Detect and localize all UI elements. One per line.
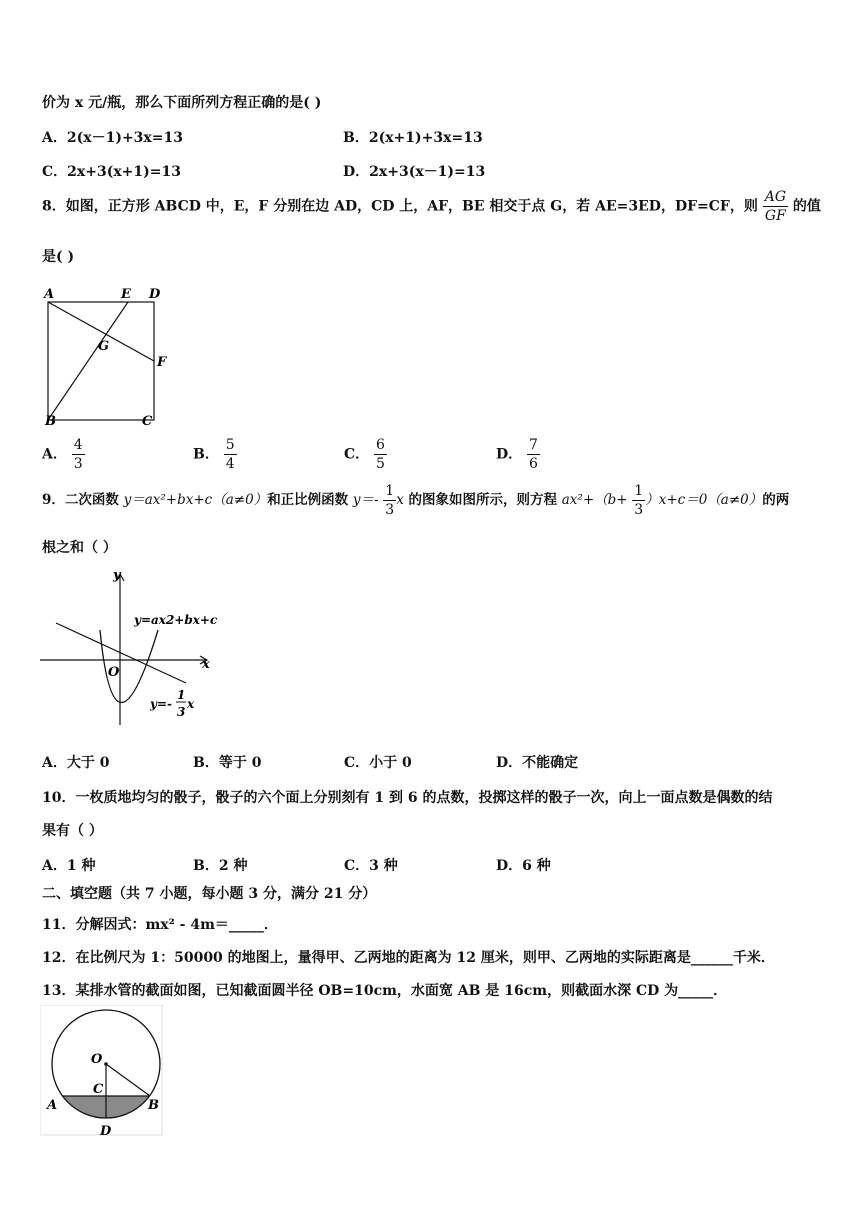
svg-text:D: D <box>149 287 161 302</box>
q10-stem-line2: 果有（ ） <box>42 823 103 839</box>
q12-stem: 12．在比例尺为 1：50000 的地图上，量得甲、乙两地的距离为 12 厘米，则甲、乙两地的实际距离是______千米． <box>42 950 775 966</box>
q9-stem: 9．二次函数 y＝ax²+bx+c（a≠0）和正比例函数 y＝- $\frac{1}{3}$ x 的图象如图所示，则方程 ax²+（b+ $\frac{1}{3}$ ）x+c＝0（a≠0）的两 <box>42 483 790 518</box>
svg-text:O: O <box>91 1052 103 1067</box>
svg-text:G: G <box>98 339 110 354</box>
q7-option-b[interactable]: B．2(x+1)+3x=13 <box>343 130 483 146</box>
q8-stem: 8．如图，正方形 ABCD 中，E，F 分别在边 AD，CD 上，AF，BE 相交于点 G，若 AE=3ED，DF=CF，则 $\frac{AG}{GF}$ 的值 <box>42 189 821 224</box>
svg-text:1: 1 <box>177 688 186 702</box>
svg-text:E: E <box>121 287 131 302</box>
svg-text:F: F <box>157 355 167 370</box>
svg-text:x: x <box>187 697 195 711</box>
q8-option-a[interactable]: A． $\frac{4}{3}$ <box>42 437 83 472</box>
svg-text:y: y <box>113 568 121 583</box>
svg-text:D: D <box>100 1124 112 1139</box>
q8-square-figure <box>40 282 180 432</box>
svg-text:C: C <box>142 414 153 429</box>
svg-text:A: A <box>47 1098 58 1113</box>
svg-text:y=ax2+bx+c: y=ax2+bx+c <box>134 613 218 627</box>
q10-stem: 10．一枚质地均匀的骰子，骰子的六个面上分别刻有 1 到 6 的点数，投掷这样的骰子一次，向上一面点数是偶数的结 <box>42 790 773 806</box>
q7-option-a[interactable]: A．2(x－1)+3x=13 <box>42 130 183 146</box>
svg-text:C: C <box>93 1082 104 1097</box>
q10-option-a[interactable]: A．1 种 <box>42 858 96 874</box>
svg-text:3: 3 <box>177 705 186 719</box>
q9-option-d[interactable]: D．不能确定 <box>496 755 579 771</box>
q10-option-b[interactable]: B．2 种 <box>193 858 248 874</box>
q8-option-b[interactable]: B． $\frac{5}{4}$ <box>193 437 235 472</box>
q10-option-c[interactable]: C．3 种 <box>344 858 398 874</box>
q8-option-d[interactable]: D． $\frac{7}{6}$ <box>496 437 538 472</box>
q9-graph-figure <box>38 565 238 735</box>
q7-stem: 价为 x 元/瓶，那么下面所列方程正确的是( ) <box>42 95 322 111</box>
q9-stem-line2: 根之和（ ） <box>42 540 117 556</box>
svg-text:y=-: y=- <box>150 697 173 711</box>
section-heading: 二、填空题（共 7 小题，每小题 3 分，满分 21 分） <box>42 886 377 902</box>
q13-pipe-figure <box>40 1005 170 1140</box>
q9-option-b[interactable]: B．等于 0 <box>193 755 262 771</box>
q8-stem-line2: 是( ) <box>42 249 75 265</box>
q7-option-c[interactable]: C．2x+3(x+1)=13 <box>42 164 181 180</box>
svg-text:B: B <box>148 1098 159 1113</box>
q8-fraction: $\frac{AG}{GF}$ <box>764 189 787 224</box>
q7-option-d[interactable]: D．2x+3(x－1)=13 <box>343 164 486 180</box>
q8-option-c[interactable]: C． $\frac{6}{5}$ <box>344 437 385 472</box>
svg-text:x: x <box>202 657 210 672</box>
q13-stem: 13．某排水管的截面如图，已知截面圆半径 OB=10cm，水面宽 AB 是 16cm，则截面水深 CD 为_____． <box>42 983 728 999</box>
svg-text:A: A <box>44 287 55 302</box>
q9-option-c[interactable]: C．小于 0 <box>344 755 412 771</box>
q11-stem: 11．分解因式：mx² - 4m＝_____． <box>42 917 278 933</box>
svg-text:B: B <box>45 414 56 429</box>
q9-option-a[interactable]: A．大于 0 <box>42 755 110 771</box>
svg-text:O: O <box>108 665 120 680</box>
q10-option-d[interactable]: D．6 种 <box>496 858 551 874</box>
